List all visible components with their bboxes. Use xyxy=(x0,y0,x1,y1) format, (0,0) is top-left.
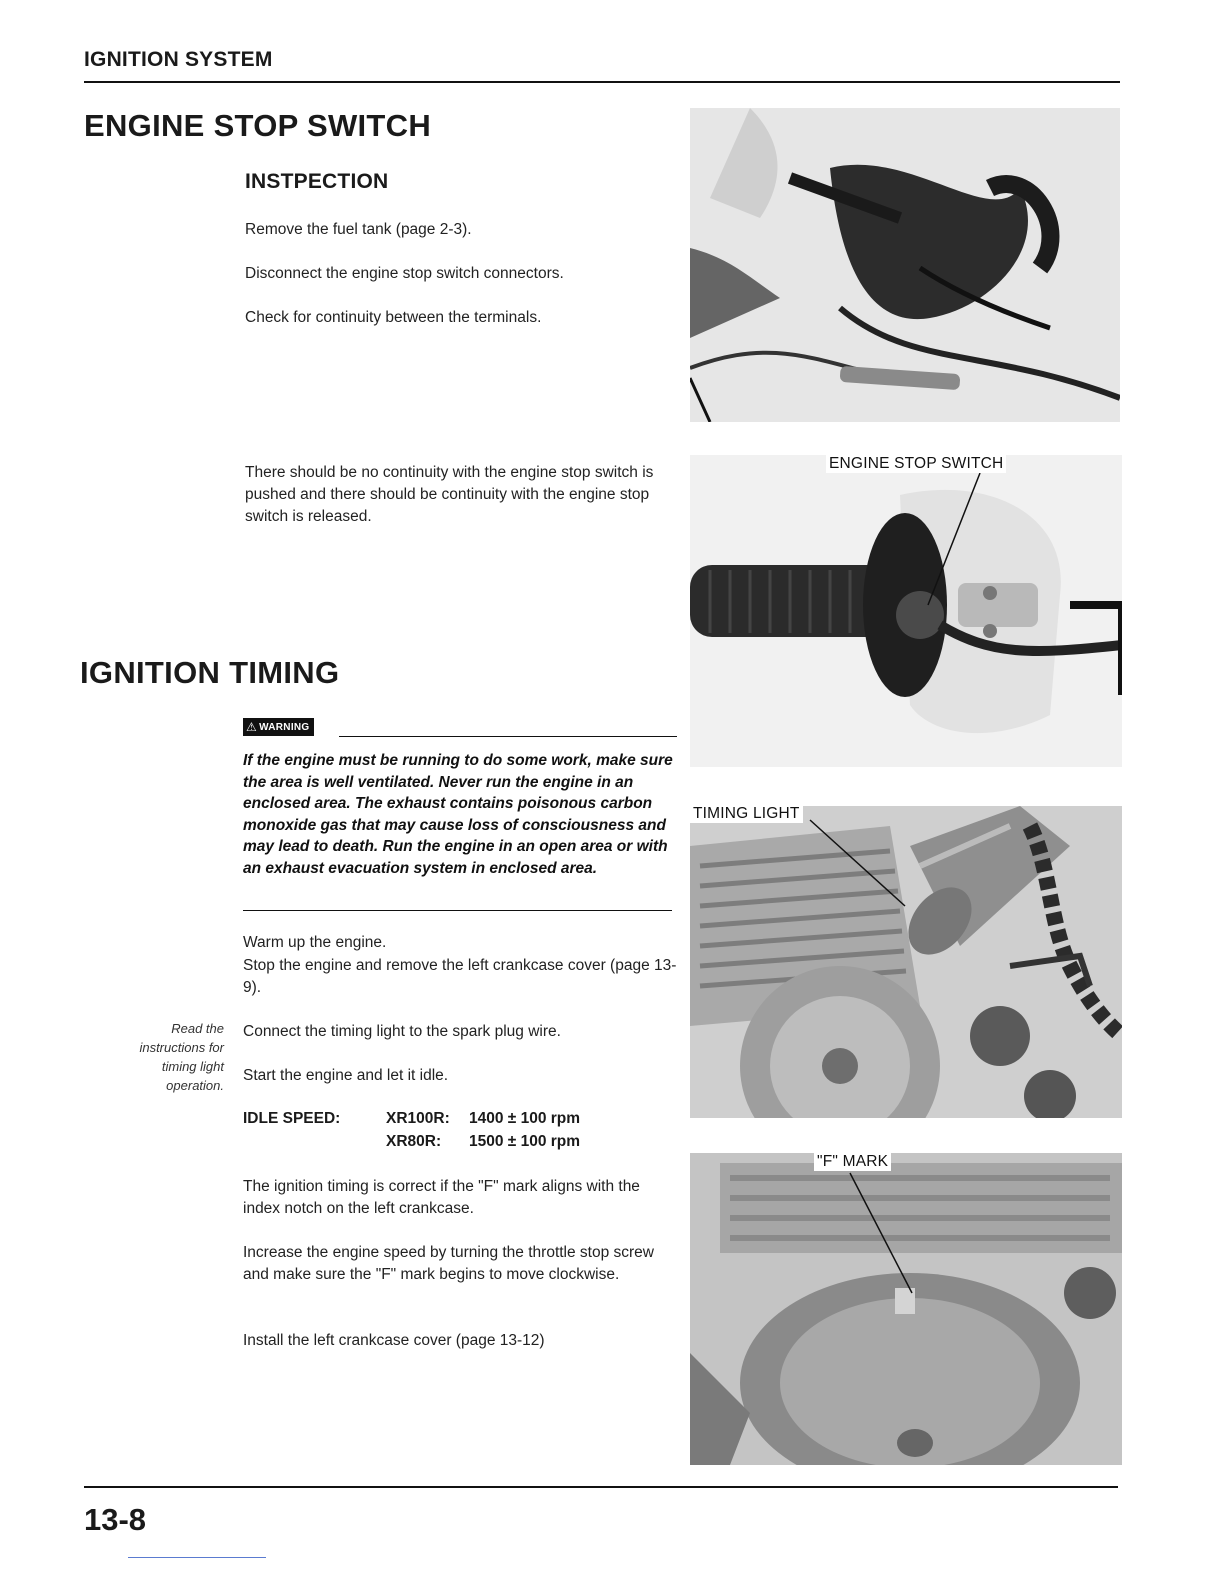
idle-speed-label: IDLE SPEED: xyxy=(243,1110,341,1127)
warning-bottom-rule xyxy=(243,910,672,911)
section-header: IGNITION SYSTEM xyxy=(84,48,273,71)
idle-speed-value-xr100r: 1400 ± 100 rpm xyxy=(469,1110,581,1127)
photo-f-mark xyxy=(690,1153,1122,1465)
footer-link-underline xyxy=(128,1557,266,1558)
warning-header xyxy=(243,716,677,738)
step-disconnect-connectors: Disconnect the engine stop switch connectors. xyxy=(245,265,564,282)
handlebar-switch-illustration xyxy=(690,455,1122,767)
connect-timing-light-step: Connect the timing light to the spark plug wire. xyxy=(243,1023,561,1040)
idle-speed-value-xr80r: 1500 ± 100 rpm xyxy=(469,1133,581,1150)
label-engine-stop-switch: ENGINE STOP SWITCH xyxy=(826,455,1006,473)
connectors-illustration xyxy=(690,108,1120,422)
page-number: 13-8 xyxy=(84,1502,147,1537)
timing-light-illustration xyxy=(690,806,1122,1118)
inspection-subtitle: INSTPECTION xyxy=(245,170,389,193)
photo-connectors xyxy=(690,108,1120,422)
header-rule xyxy=(84,81,1120,83)
stop-engine-step: Stop the engine and remove the left crankcase cover (page 13-9). xyxy=(243,957,677,996)
ignition-timing-title: IGNITION TIMING xyxy=(80,655,340,690)
photo-engine-stop-switch xyxy=(690,455,1122,767)
step-remove-fuel-tank: Remove the fuel tank (page 2-3). xyxy=(245,221,472,238)
footer-rule xyxy=(84,1486,1118,1488)
label-timing-light: TIMING LIGHT xyxy=(690,805,803,823)
continuity-result: There should be no continuity with the engine stop switch is pushed and there should be continuity with the engine stop switch is released. xyxy=(245,464,654,525)
warning-badge-label: WARNING xyxy=(259,721,310,733)
increase-speed-text: Increase the engine speed by turning the throttle stop screw and make sure the "F" mark begins to move clockwise. xyxy=(243,1244,654,1283)
warning-top-rule xyxy=(339,736,677,737)
timing-correct-text: The ignition timing is correct if the "F" mark aligns with the index notch on the left crankcase. xyxy=(243,1178,640,1217)
photo-timing-light xyxy=(690,806,1122,1118)
idle-speed-model-xr100r: XR100R: xyxy=(386,1110,450,1127)
warning-text: If the engine must be running to do some work, make sure the area is well ventilated. Never run the engine in an enclosed area. The exhaust contains poisonous carbon monoxide gas that may cause loss of consciousness and may lead to death. Run the engine in an open area or with an exhaust evacuation system in enclosed area. xyxy=(243,752,673,877)
warning-triangle-icon: ⚠ xyxy=(246,720,258,734)
side-note: Read the instructions for timing light operation. xyxy=(139,1021,224,1093)
label-f-mark: "F" MARK xyxy=(814,1153,891,1171)
warning-badge xyxy=(243,718,314,736)
install-cover-text: Install the left crankcase cover (page 13-12) xyxy=(243,1332,545,1349)
f-mark-illustration xyxy=(690,1153,1122,1465)
engine-stop-switch-title: ENGINE STOP SWITCH xyxy=(84,108,432,143)
idle-speed-spec xyxy=(243,1110,643,1160)
step-check-continuity: Check for continuity between the terminals. xyxy=(245,309,542,326)
warm-up-step: Warm up the engine. xyxy=(243,934,387,951)
idle-speed-model-xr80r: XR80R: xyxy=(386,1133,442,1150)
start-engine-step: Start the engine and let it idle. xyxy=(243,1067,449,1084)
